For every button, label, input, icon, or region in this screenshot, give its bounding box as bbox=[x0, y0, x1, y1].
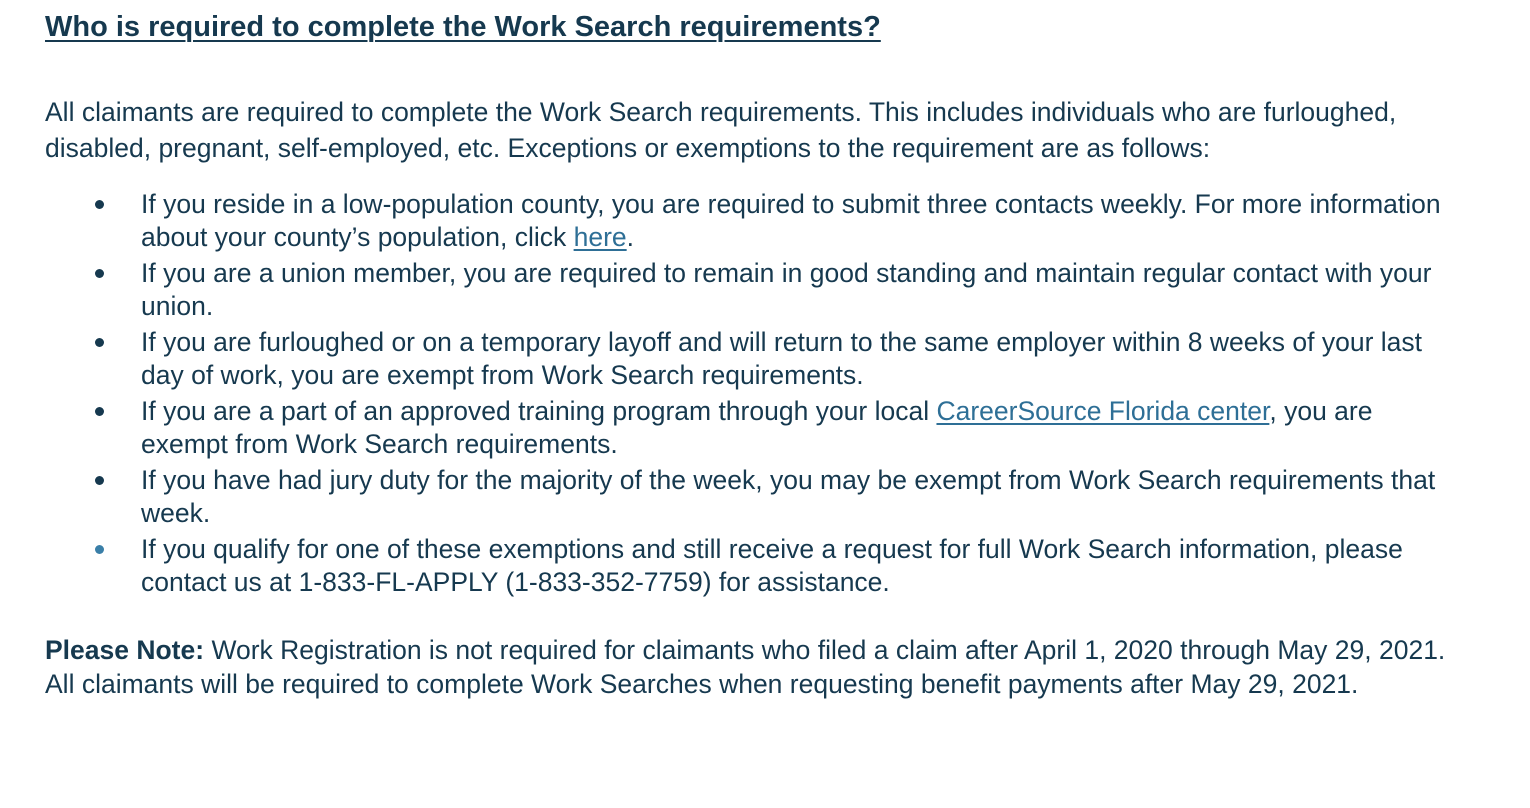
list-item-text: . bbox=[626, 222, 635, 252]
page-heading: Who is required to complete the Work Search requirements? bbox=[45, 11, 881, 43]
list-item bbox=[45, 395, 1461, 461]
list-item-text: If you are a part of an approved training program through your local bbox=[141, 396, 937, 426]
bullet-icon bbox=[95, 338, 104, 347]
note-label: Please Note: bbox=[45, 635, 205, 665]
bullet-icon bbox=[95, 545, 104, 554]
bullet-icon bbox=[95, 407, 104, 416]
bullet-icon bbox=[95, 200, 104, 209]
list-item bbox=[45, 257, 1461, 323]
document-page bbox=[45, 0, 1485, 701]
list-item-text: If you are a union member, you are required to remain in good standing and maintain regular contact with your union. bbox=[141, 258, 1432, 321]
bullet-icon bbox=[95, 269, 104, 278]
list-item bbox=[45, 464, 1461, 530]
please-note-paragraph bbox=[45, 633, 1475, 701]
bullet-icon bbox=[95, 476, 104, 485]
intro-paragraph: All claimants are required to complete the Work Search requirements. This includes individuals who are furloughed, disabled, pregnant, self-employed, etc. Exceptions or exemptions to the requirement are as follows: bbox=[45, 97, 1397, 163]
list-item bbox=[45, 326, 1461, 392]
county-population-link[interactable]: here bbox=[573, 222, 627, 252]
requirements-list bbox=[45, 188, 1485, 599]
list-item bbox=[45, 533, 1461, 599]
list-item-text: If you qualify for one of these exemptions and still receive a request for full Work Search information, please contact us at 1-833-FL-APPLY (1-833-352-7759) for assistance. bbox=[141, 534, 1403, 597]
careersource-link[interactable]: CareerSource Florida center bbox=[936, 396, 1270, 426]
list-item-text: , you are exempt from Work Search requirements. bbox=[141, 396, 1373, 459]
list-item bbox=[45, 188, 1461, 254]
list-item-text: If you reside in a low-population county, you are required to submit three contacts weekly. For more information about your county’s population, click bbox=[141, 189, 1441, 252]
list-item-text: If you have had jury duty for the majority of the week, you may be exempt from Work Search requirements that week. bbox=[141, 465, 1436, 528]
note-text: Work Registration is not required for claimants who filed a claim after April 1, 2020 through May 29, 2021. All claimants will be required to complete Work Searches when requesting benefit payments after May 29, 2021. bbox=[45, 635, 1446, 699]
list-item-text: If you are furloughed or on a temporary layoff and will return to the same employer within 8 weeks of your last day of work, you are exempt from Work Search requirements. bbox=[141, 327, 1422, 390]
